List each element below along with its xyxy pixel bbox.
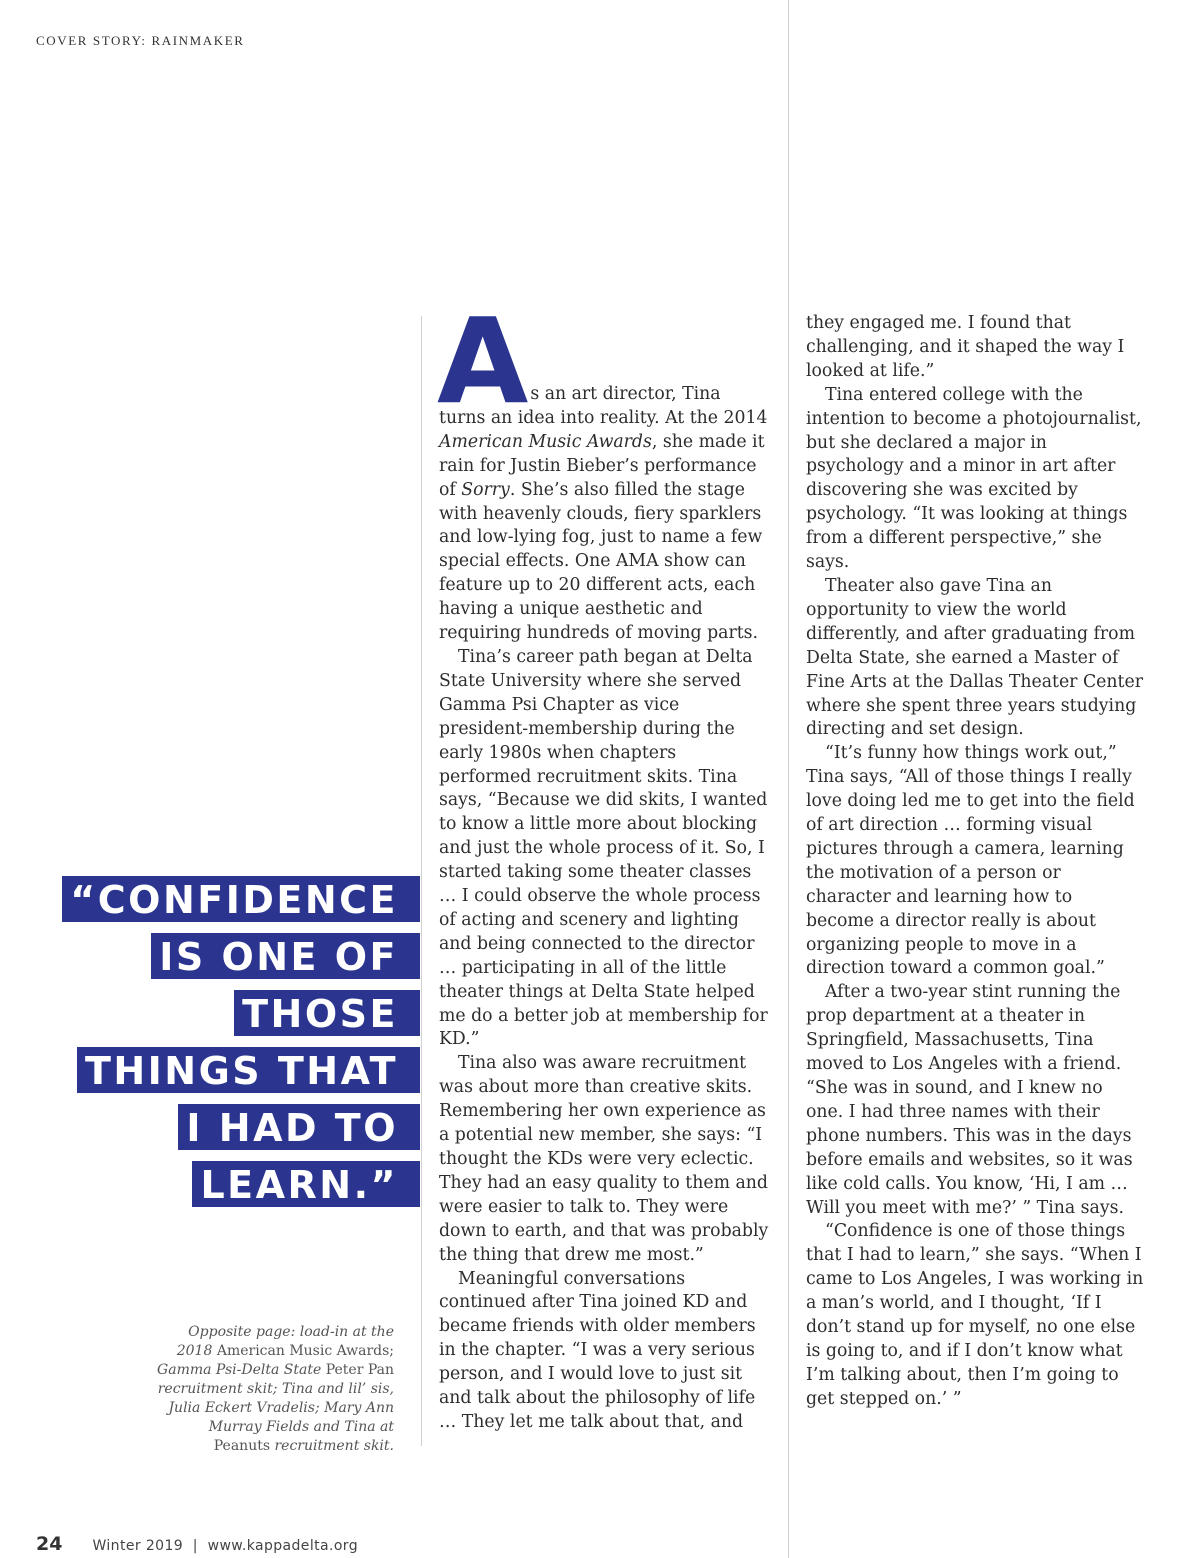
footer-issue-url: Winter 2019 | www.kappadelta.org [92, 1538, 358, 1554]
article-paragraph: Tina entered college with the intention to become a photojournalist, but she declared a major in psychology and a minor in art after discovering she was excited by psychology. “It was looking at things from a different perspective,” she says. [806, 384, 1142, 573]
photo-caption: Opposite page: load-in at the 2018 American Music Awards; Gamma Psi-Delta State Peter Pan recruitment skit; Tina and lil’ sis, Julia Eckert Vradelis; Mary Ann Murray Fields and Tina at Peanuts recruitment skit. [157, 1324, 394, 1454]
column-divider-right [788, 0, 789, 1558]
column-divider-left [421, 316, 422, 1446]
pull-quote-line: LEARN.” [192, 1161, 420, 1207]
pull-quote [62, 876, 420, 1218]
article-paragraph: After a two-year stint running the prop department at a theater in Springfield, Massachusetts, Tina moved to Los Angeles with a friend. “She was in sound, and I knew no one. I had three names with their phone numbers. This was in the days before emails and websites, so it was like cold calls. You know, ‘Hi, I am … Will you meet with me?’ ” Tina says. [806, 982, 1133, 1218]
article-column-2 [806, 312, 1144, 1412]
drop-cap: A [437, 292, 527, 430]
pull-quote-line: “CONFIDENCE [62, 876, 420, 922]
article-paragraph: As an art director, Tina turns an idea into reality. At the 2014 American Music Awards, she made it rain for Justin Bieber’s performance of Sorry. She’s also filled the stage with heavenly clouds, fiery sparklers and low-lying fog, just to name a few special effects. One AMA show can feature up to 20 different acts, each having a unique aesthetic and requiring hundreds of moving parts. [437, 292, 768, 644]
article-column-1 [437, 292, 771, 1435]
article-paragraph: Theater also gave Tina an opportunity to view the world differently, and after graduating from Delta State, she earned a Master of Fine Arts at the Dallas Theater Center where she spent three years studying directing and set design. [806, 575, 1143, 740]
pull-quote-line: THOSE [234, 990, 420, 1036]
page-number: 24 [36, 1533, 63, 1555]
article-paragraph: Tina also was aware recruitment was about more than creative skits. Remembering her own experience as a potential new member, she says: “I thought the KDs were very eclectic. They had an easy quality to them and were easier to talk to. They were down to earth, and that was probably the thing that drew me most.” [439, 1053, 769, 1265]
page-footer [36, 1533, 358, 1555]
article-paragraph: “Confidence is one of those things that I had to learn,” she says. “When I came to Los Angeles, I was working in a man’s world, and I thought, ‘If I don’t stand up for myself, no one else is going to, and if I don’t know what I’m talking about, then I’m going to get stepped on.’ ” [806, 1221, 1144, 1409]
article-paragraph: “It’s funny how things work out,” Tina says, “All of those things I really love doing led me to get into the field of art direction … forming visual pictures through a camera, learning the motivation of a person or character and learning how to become a director really is about organizing people to move in a direction toward a common goal.” [806, 743, 1135, 979]
pull-quote-line: I HAD TO [178, 1104, 420, 1150]
article-paragraph: Tina’s career path began at Delta State University where she served Gamma Psi Chapter as vice president-membership during the early 1980s when chapters performed recruitment skits. Tina says, “Because we did skits, I wanted to know a little more about blocking and just the whole process of it. So, I started taking some theater classes … I could observe the whole process of acting and scenery and lighting and being connected to the director … participating in all of the little theater things at Delta State helped me do a better job at membership for KD.” [439, 646, 768, 1050]
pull-quote-line: IS ONE OF [151, 933, 420, 979]
section-header: COVER STORY: RAINMAKER [36, 33, 245, 48]
article-paragraph: Meaningful conversations continued after Tina joined KD and became friends with older members in the chapter. “I was a very serious person, and I would love to just sit and talk about the philosophy of life … They let me talk about that, and [439, 1268, 756, 1432]
pull-quote-line: THINGS THAT [77, 1047, 420, 1093]
article-paragraph: they engaged me. I found that challenging, and it shaped the way I looked at life.” [806, 313, 1125, 381]
